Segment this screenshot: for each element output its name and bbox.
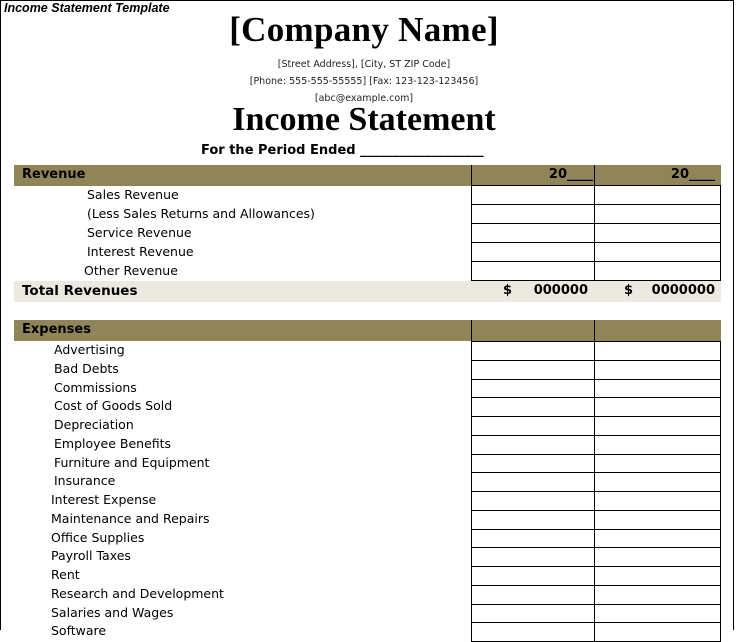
email-line[interactable]: [abc@example.com] [314,93,414,104]
expense-item-label: Software [51,623,107,638]
total-revenue-value-2[interactable]: 0000000 [651,283,715,298]
revenue-item-label: Sales Revenue [87,187,179,202]
expense-amount-cell-2[interactable] [594,454,721,473]
revenue-amount-cell-1[interactable] [471,185,595,205]
revenue-amount-cell-1[interactable] [471,223,595,243]
expense-item-label: Cost of Goods Sold [54,398,173,413]
currency-symbol: $ [503,283,513,298]
expense-amount-cell-2[interactable] [594,566,721,586]
expense-amount-cell-1[interactable] [471,566,595,586]
revenue-header [14,165,721,186]
expense-item-label: Furniture and Equipment [54,455,210,470]
expense-amount-cell-2[interactable] [594,491,721,511]
expense-amount-cell-1[interactable] [471,491,595,511]
expense-amount-cell-2[interactable] [594,585,721,605]
expense-amount-cell-2[interactable] [594,341,721,361]
year-column-2[interactable]: 20____ [670,167,715,182]
revenue-item-label: Interest Revenue [87,244,194,259]
expense-amount-cell-2[interactable] [594,604,721,623]
total-revenue-value-1[interactable]: 000000 [533,283,588,298]
column-divider [471,165,472,185]
expense-amount-cell-1[interactable] [471,547,595,567]
revenue-amount-cell-2[interactable] [594,204,721,224]
column-divider [594,320,595,341]
expense-amount-cell-1[interactable] [471,472,595,492]
revenue-amount-cell-2[interactable] [594,242,721,262]
revenue-amount-cell-2[interactable] [594,223,721,243]
expense-item-label: Commissions [54,380,137,395]
expense-amount-cell-1[interactable] [471,397,595,417]
revenue-item-label: Service Revenue [87,225,192,240]
expense-amount-cell-2[interactable] [594,547,721,567]
template-title: Income Statement Template [4,1,170,15]
expense-amount-cell-2[interactable] [594,622,721,642]
expense-amount-cell-1[interactable] [471,585,595,605]
expense-amount-cell-1[interactable] [471,604,595,623]
expenses-heading: Expenses [22,322,91,337]
revenue-amount-cell-1[interactable] [471,204,595,224]
revenue-amount-cell-1[interactable] [471,261,595,281]
expense-amount-cell-2[interactable] [594,529,721,548]
revenue-item-label: (Less Sales Returns and Allowances) [87,206,315,221]
period-line[interactable]: For the Period Ended ___________________ [201,143,484,158]
revenue-item-label: Other Revenue [84,263,178,278]
expense-amount-cell-2[interactable] [594,397,721,417]
statement-title: Income Statement [232,101,496,138]
phone-fax-line[interactable]: [Phone: 555-555-55555] [Fax: 123-123-123456] [249,76,479,87]
expense-amount-cell-1[interactable] [471,454,595,473]
expense-item-label: Advertising [54,342,125,357]
expense-item-label: Payroll Taxes [51,548,131,563]
expense-item-label: Salaries and Wages [51,605,174,620]
expense-amount-cell-1[interactable] [471,341,595,361]
expense-item-label: Research and Development [51,586,224,601]
expense-amount-cell-2[interactable] [594,435,721,455]
expenses-header [14,320,721,341]
expense-amount-cell-2[interactable] [594,472,721,492]
expense-amount-cell-1[interactable] [471,435,595,455]
expense-amount-cell-1[interactable] [471,510,595,530]
revenue-heading: Revenue [22,167,86,182]
revenue-amount-cell-2[interactable] [594,185,721,205]
expense-item-label: Interest Expense [51,492,157,507]
year-column-1[interactable]: 20____ [548,167,593,182]
expense-amount-cell-1[interactable] [471,529,595,548]
expense-amount-cell-1[interactable] [471,379,595,398]
expense-item-label: Bad Debts [54,361,119,376]
expense-amount-cell-2[interactable] [594,360,721,380]
expense-item-label: Depreciation [54,417,134,432]
expense-amount-cell-2[interactable] [594,379,721,398]
expense-amount-cell-1[interactable] [471,416,595,436]
revenue-amount-cell-2[interactable] [594,261,721,281]
total-revenues-label: Total Revenues [22,283,138,299]
revenue-amount-cell-1[interactable] [471,242,595,262]
expense-amount-cell-1[interactable] [471,622,595,642]
expense-amount-cell-2[interactable] [594,416,721,436]
expense-item-label: Office Supplies [51,530,145,545]
expense-item-label: Insurance [54,473,116,488]
expense-amount-cell-2[interactable] [594,510,721,530]
column-divider [471,320,472,341]
address-line[interactable]: [Street Address], [City, ST ZIP Code] [277,59,451,70]
expense-item-label: Employee Benefits [54,436,172,451]
company-name[interactable]: [Company Name] [229,10,499,49]
column-divider [594,165,595,185]
expense-item-label: Rent [51,567,80,582]
currency-symbol: $ [624,283,634,298]
total-revenues-row [14,281,721,302]
expense-amount-cell-1[interactable] [471,360,595,380]
expense-item-label: Maintenance and Repairs [51,511,210,526]
